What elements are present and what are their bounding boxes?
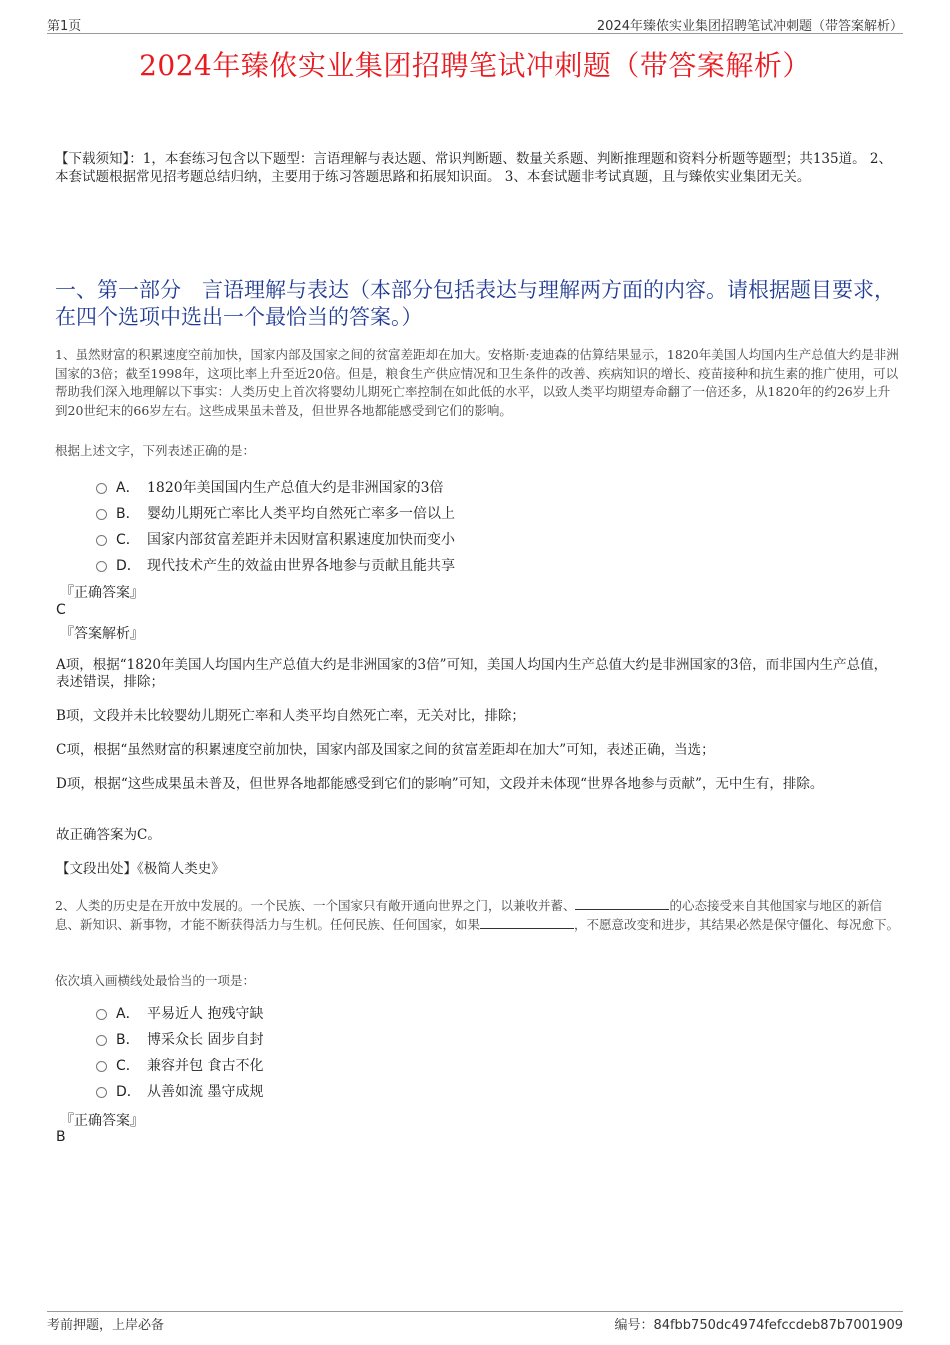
option-key: D． — [116, 558, 141, 574]
radio-icon[interactable] — [96, 1061, 107, 1072]
option-key: A． — [116, 1006, 140, 1022]
fill-blank — [575, 897, 669, 910]
radio-icon[interactable] — [96, 1035, 107, 1046]
section-heading: 一、第一部分 言语理解与表达（本部分包括表达与理解两方面的内容。请根据题目要求，在四个选项中选出一个最恰当的答案。） — [55, 278, 895, 329]
option-key: C． — [116, 1058, 140, 1074]
option-text: 1820年美国国内生产总值大约是非洲国家的3倍 — [147, 480, 444, 496]
q1-option-a[interactable] — [96, 474, 455, 500]
footer-serial: 编号：84fbb750dc4974fefccdeb87b7001909 — [614, 1318, 903, 1333]
radio-icon[interactable] — [96, 1087, 107, 1098]
q2-text-1: 2、人类的历史是在开放中发展的。一个民族、一个国家只有敞开通向世界之门，以兼收并蓄、 — [55, 898, 576, 913]
q1-conclusion: 故正确答案为C。 — [56, 827, 161, 843]
option-text: 国家内部贫富差距并未因财富积累速度加快而变小 — [147, 532, 455, 548]
q2-options — [96, 1000, 263, 1104]
q2-prompt: 依次填入画横线处最恰当的一项是： — [55, 973, 256, 988]
q1-option-b[interactable] — [96, 500, 455, 526]
footer-slogan: 考前押题，上岸必备 — [47, 1318, 165, 1333]
q1-source: 【文段出处】《极简人类史》 — [56, 861, 225, 877]
q2-passage — [55, 897, 900, 934]
q2-answer: B — [56, 1129, 66, 1145]
q1-option-d[interactable] — [96, 552, 455, 578]
q1-passage: 1、虽然财富的积累速度空前加快，国家内部及国家之间的贫富差距却在加大。安格斯·麦迪森的估算结果显示，1820年美国人均国内生产总值大约是非洲国家的3倍；截至1998年，这项比率上升至近20倍。但是，粮食生产供应情况和卫生条件的改善、疾病知识的增长、疫苗接种和抗生素的推广使用，可以帮助我们深入地理解以下事实：人类历史上首次将婴幼儿期死亡率控制在如此低的水平，以致人类平均期望寿命翻了一倍还多，从1820年的约26岁上升到20世纪末的66岁左右。这些成果虽未普及，但世界各地都能感受到它们的影响。 — [55, 347, 899, 418]
radio-icon[interactable] — [96, 561, 107, 572]
radio-icon[interactable] — [96, 1009, 107, 1020]
radio-icon[interactable] — [96, 483, 107, 494]
option-key: C． — [116, 532, 140, 548]
q1-analysis-c: C项，根据“虽然财富的积累速度空前加快，国家内部及国家之间的贫富差距却在加大”可知，表述正确，当选； — [56, 742, 715, 758]
page-title: 2024年臻侬实业集团招聘笔试冲刺题（带答案解析） — [139, 49, 811, 82]
download-notice: 【下载须知】：1，本套练习包含以下题型：言语理解与表达题、常识判断题、数量关系题、判断推理题和资料分析题等题型；共135道。 2、本套试题根据常见招考题总结归纳，主要用于练习答题思路和拓展知识面。 3、本套试题非考试真题，且与臻侬实业集团无关。 — [55, 151, 892, 185]
footer-divider — [47, 1311, 903, 1312]
option-text: 平易近人 抱残守缺 — [147, 1006, 264, 1022]
radio-icon[interactable] — [96, 509, 107, 520]
q2-option-c[interactable] — [96, 1052, 263, 1078]
q1-analysis-label: 『答案解析』 — [60, 626, 144, 642]
header-divider — [47, 33, 903, 34]
q2-option-b[interactable] — [96, 1026, 263, 1052]
option-text: 兼容并包 食古不化 — [147, 1058, 264, 1074]
header-doc-title: 2024年臻侬实业集团招聘笔试冲刺题（带答案解析） — [596, 19, 903, 34]
q2-option-a[interactable] — [96, 1000, 263, 1026]
q1-answer-label: 『正确答案』 — [60, 585, 144, 601]
option-key: B． — [116, 506, 140, 522]
option-text: 博采众长 固步自封 — [147, 1032, 264, 1048]
fill-blank — [480, 916, 574, 929]
header-page-label: 第1页 — [47, 19, 82, 34]
q1-analysis-b: B项，文段并未比较婴幼儿期死亡率和人类平均自然死亡率，无关对比，排除； — [56, 708, 525, 724]
q2-text-2: 的心态接受来自其他国家与地区的新信息、新知识、新事物，才能不断获得活力与生机。任何民族、任何国家，如果 — [55, 898, 882, 932]
q1-option-c[interactable] — [96, 526, 455, 552]
option-key: D． — [116, 1084, 141, 1100]
radio-icon[interactable] — [96, 535, 107, 546]
q2-answer-label: 『正确答案』 — [60, 1113, 144, 1129]
q2-text-3: ，不愿意改变和进步，其结果必然是保守僵化、每况愈下。 — [574, 916, 900, 932]
q1-prompt: 根据上述文字，下列表述正确的是： — [55, 443, 256, 458]
option-text: 婴幼儿期死亡率比人类平均自然死亡率多一倍以上 — [147, 506, 455, 522]
q1-options — [96, 474, 455, 578]
option-key: A． — [116, 480, 140, 496]
option-key: B． — [116, 1032, 140, 1048]
option-text: 现代技术产生的效益由世界各地参与贡献且能共享 — [147, 558, 455, 574]
q1-analysis-d: D项，根据“这些成果虽未普及，但世界各地都能感受到它们的影响”可知，文段并未体现“世界各地参与贡献”，无中生有，排除。 — [56, 776, 824, 792]
q1-answer: C — [56, 602, 66, 618]
option-text: 从善如流 墨守成规 — [147, 1084, 264, 1100]
q1-analysis-a: A项，根据“1820年美国人均国内生产总值大约是非洲国家的3倍”可知，美国人均国内生产总值大约是非洲国家的3倍，而非国内生产总值，表述错误，排除； — [56, 657, 888, 690]
q2-option-d[interactable] — [96, 1078, 263, 1104]
